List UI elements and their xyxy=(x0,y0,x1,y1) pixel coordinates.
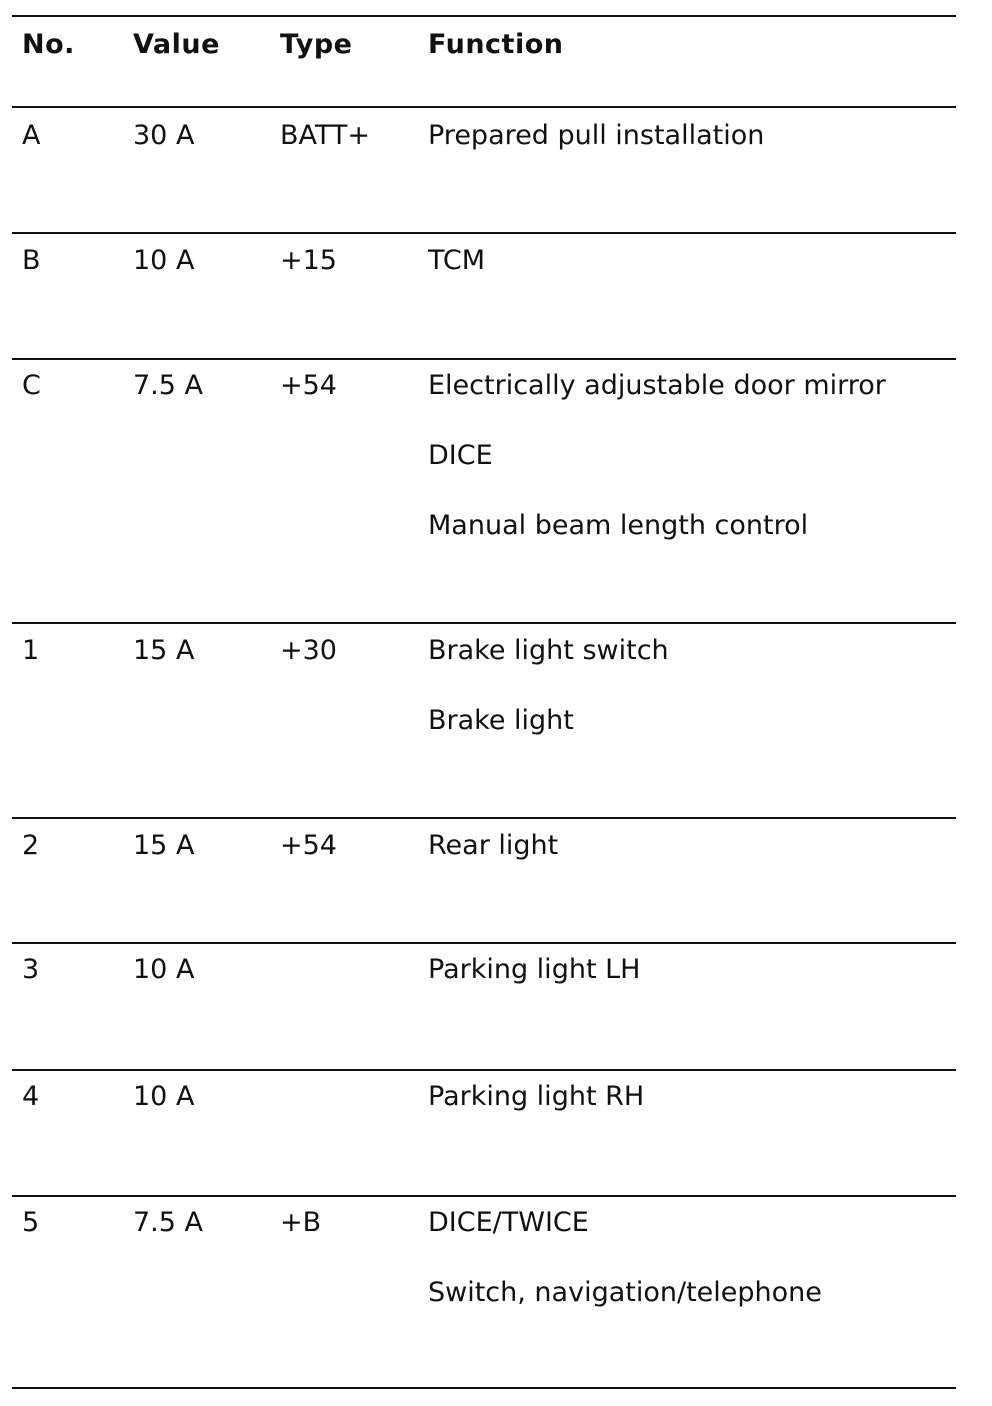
row-no: 3 xyxy=(22,954,40,985)
row-divider xyxy=(12,1195,956,1197)
row-function: Rear light xyxy=(428,830,559,861)
row-divider xyxy=(12,358,956,360)
row-type: +B xyxy=(280,1207,322,1238)
header-function: Function xyxy=(428,29,564,60)
row-divider xyxy=(12,942,956,944)
row-no: C xyxy=(22,370,41,401)
table-top-border xyxy=(12,15,956,17)
row-value: 7.5 A xyxy=(133,370,203,401)
row-function: Manual beam length control xyxy=(428,510,809,541)
row-divider xyxy=(12,622,956,624)
row-function: Parking light RH xyxy=(428,1081,645,1112)
row-value: 10 A xyxy=(133,1081,195,1112)
row-no: 2 xyxy=(22,830,40,861)
row-function: TCM xyxy=(428,245,486,276)
row-function: Brake light xyxy=(428,705,574,736)
header-divider xyxy=(12,106,956,108)
row-function: Switch, navigation/telephone xyxy=(428,1277,822,1308)
row-divider xyxy=(12,232,956,234)
row-value: 10 A xyxy=(133,954,195,985)
row-type: BATT+ xyxy=(280,120,371,151)
row-value: 7.5 A xyxy=(133,1207,203,1238)
row-value: 15 A xyxy=(133,830,195,861)
row-no: 4 xyxy=(22,1081,40,1112)
row-value: 30 A xyxy=(133,120,195,151)
row-type: +15 xyxy=(280,245,337,276)
row-divider xyxy=(12,817,956,819)
row-no: 5 xyxy=(22,1207,40,1238)
row-no: A xyxy=(22,120,41,151)
header-value: Value xyxy=(133,29,220,60)
row-function: Brake light switch xyxy=(428,635,669,666)
row-type: +54 xyxy=(280,830,337,861)
row-function: Electrically adjustable door mirror xyxy=(428,370,886,401)
header-type: Type xyxy=(280,29,353,60)
row-value: 15 A xyxy=(133,635,195,666)
table-bottom-border xyxy=(12,1387,956,1389)
row-function: Prepared pull installation xyxy=(428,120,765,151)
row-no: B xyxy=(22,245,41,276)
header-no: No. xyxy=(22,29,75,60)
row-function: DICE/TWICE xyxy=(428,1207,589,1238)
row-divider xyxy=(12,1069,956,1071)
row-no: 1 xyxy=(22,635,40,666)
row-type: +30 xyxy=(280,635,337,666)
row-function: Parking light LH xyxy=(428,954,641,985)
row-type: +54 xyxy=(280,370,337,401)
row-value: 10 A xyxy=(133,245,195,276)
row-function: DICE xyxy=(428,440,493,471)
